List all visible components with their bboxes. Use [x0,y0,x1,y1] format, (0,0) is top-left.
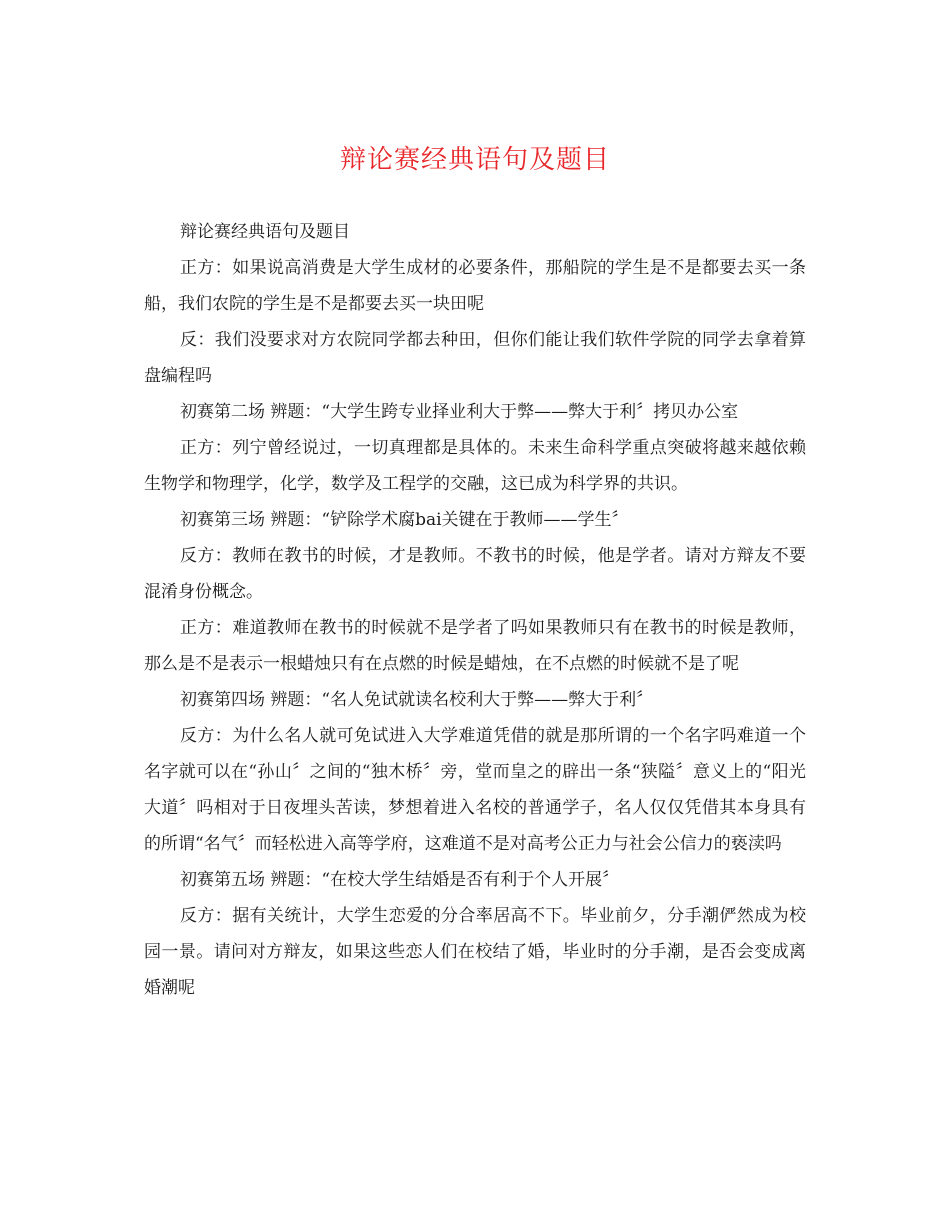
paragraph-negative-3: 反方：教师在教书的时候，才是教师。不教书的时候，他是学者。请对方辩友不要混淆身份概念。 [144,546,806,602]
paragraph-round-4-topic: 初赛第四场 辨题：“名人免试就读名校利大于弊——弊大于利〞 [180,690,654,710]
paragraph-affirmative-1: 正方：如果说高消费是大学生成材的必要条件，那船院的学生是不是都要去买一条船，我们农院的学生是不是都要去买一块田呢 [144,258,806,314]
paragraph-heading: 辩论赛经典语句及题目 [180,222,350,242]
paragraph-round-3-topic: 初赛第三场 辨题：“铲除学术腐bai关键在于教师——学生〞 [180,510,629,530]
document-title: 辩论赛经典语句及题目 [339,145,610,175]
paragraph-round-5-topic: 初赛第五场 辨题：“在校大学生结婚是否有利于个人开展〞 [180,870,620,890]
document-body [144,214,806,1006]
paragraph-round-2-topic: 初赛第二场 辨题：“大学生跨专业择业利大于弊——弊大于利〞拷贝办公室 [180,402,739,422]
paragraph-negative-1: 反：我们没要求对方农院同学都去种田，但你们能让我们软件学院的同学去拿着算盘编程吗 [144,330,806,386]
paragraph-affirmative-2: 正方：列宁曾经说过，一切真理都是具体的。未来生命科学重点突破将越来越依赖生物学和物理学，化学，数学及工程学的交融，这已成为科学界的共识。 [144,438,806,494]
paragraph-affirmative-3: 正方：难道教师在教书的时候就不是学者了吗如果教师只有在教书的时候是教师，那么是不是表示一根蜡烛只有在点燃的时候是蜡烛，在不点燃的时候就不是了呢 [144,618,806,674]
paragraph-negative-5: 反方：据有关统计，大学生恋爱的分合率居高不下。毕业前夕，分手潮俨然成为校园一景。请问对方辩友，如果这些恋人们在校结了婚，毕业时的分手潮，是否会变成离婚潮呢 [144,906,806,998]
paragraph-negative-4: 反方：为什么名人就可免试进入大学难道凭借的就是那所谓的一个名字吗难道一个名字就可以在“孙山〞之间的“独木桥〞旁，堂而皇之的辟出一条“狭隘〞意义上的“阳光大道〞吗相对于日夜埋头苦读，梦想着进入名校的普通学子，名人仅仅凭借其本身具有的所谓“名气〞而轻松进入高等学府，这难道不是对高考公正力与社会公信力的亵渎吗 [144,726,806,854]
